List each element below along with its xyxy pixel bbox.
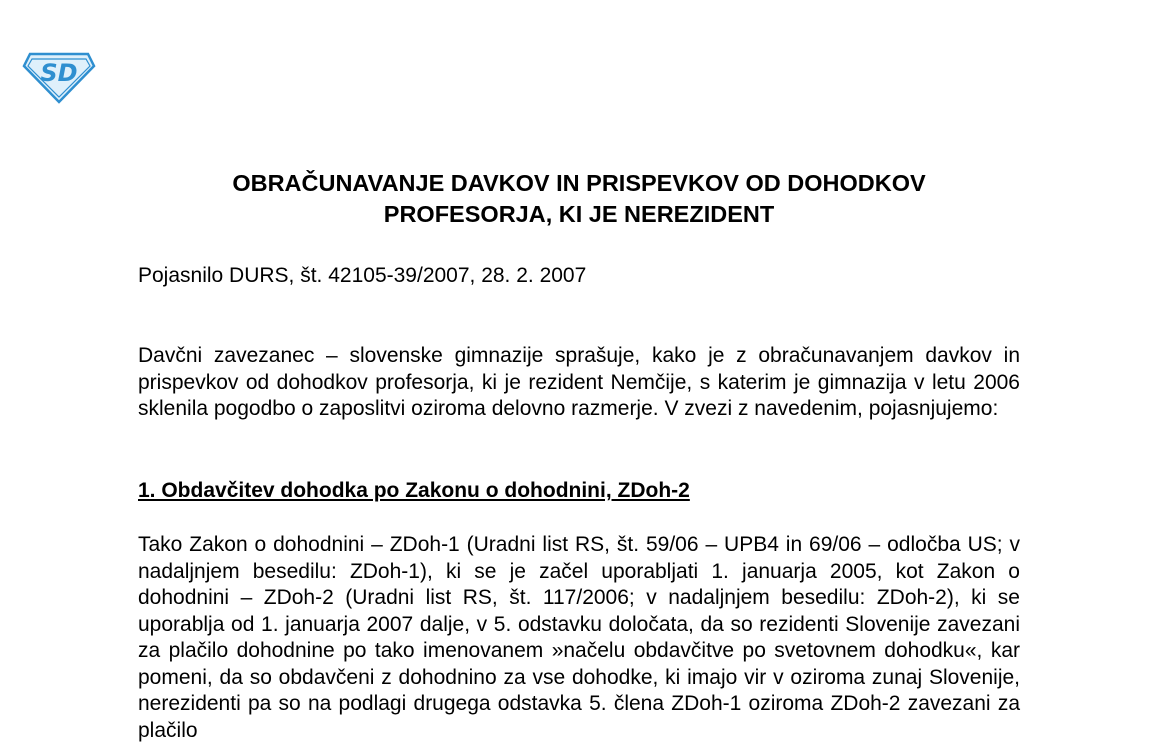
document-reference: Pojasnilo DURS, št. 42105-39/2007, 28. 2. 2007 bbox=[138, 264, 587, 287]
title-line-1: OBRAČUNAVANJE DAVKOV IN PRISPEVKOV OD DOHODKOV bbox=[232, 170, 926, 196]
section-1-paragraph: Tako Zakon o dohodnini – ZDoh-1 (Uradni list RS, št. 59/06 – UPB4 in 69/06 – odločba US; v nadaljnjem besedilu: ZDoh-1), ki se je začel uporabljati 1. januarja 2005, kot Zakon o dohodnini – ZDoh-2 (Uradni list RS, št. 117/2006; v nadaljnjem besedilu: ZDoh-2), ki se uporablja od 1. januarja 2007 dalje, v 5. odstavku določata, da so rezidenti Slovenije zavezani za plačilo dohodnine po tako imenovanem »načelu obdavčitve po svetovnem dohodku«, kar pomeni, da so obdavčeni z dohodnino za vse dohodke, ki imajo vir v oziroma zunaj Slovenije, nerezidenti pa so na podlagi drugega odstavka 5. člena ZDoh-1 oziroma ZDoh-2 zavezani za plačilo bbox=[138, 533, 1020, 742]
title-line-2: PROFESORJA, KI JE NEREZIDENT bbox=[383, 201, 775, 227]
section-1-heading: 1. Obdavčitev dohodka po Zakonu o dohodnini, ZDoh-2 bbox=[138, 479, 690, 502]
sd-logo-icon bbox=[22, 50, 96, 104]
intro-paragraph: Davčni zavezanec – slovenske gimnazije sprašuje, kako je z obračunavanjem davkov in prispevkov od dohodkov profesorja, ki je rezident Nemčije, s katerim je gimnazija v letu 2006 sklenila pogodbo o zaposlitvi oziroma delovno razmerje. V zvezi z navedenim, pojasnjujemo: bbox=[138, 344, 1020, 420]
logo-text: SD bbox=[40, 59, 78, 87]
document-title bbox=[138, 168, 1020, 230]
